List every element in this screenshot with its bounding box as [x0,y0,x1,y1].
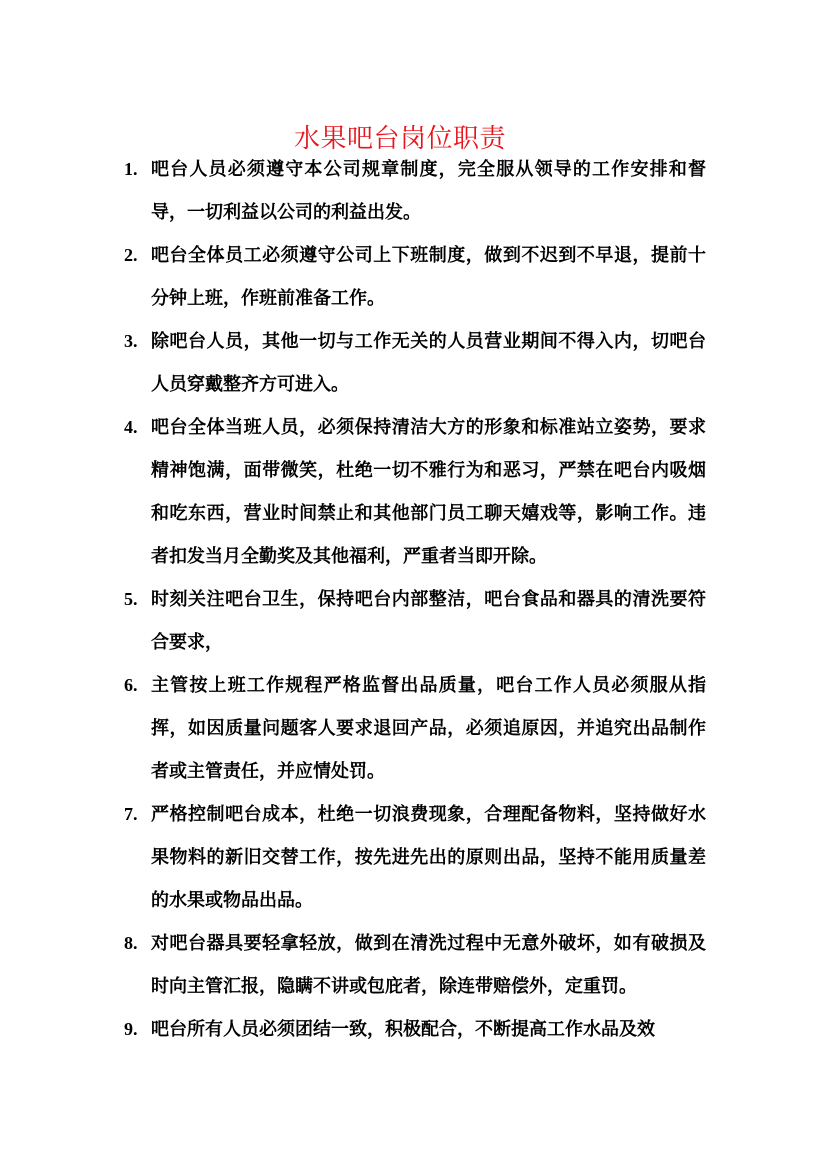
list-item [124,148,706,234]
item-text: 吧台全体员工必须遵守公司上下班制度，做到不迟到不早退，提前十分钟上班，作班前准备工作。 [151,245,706,309]
list-item [124,664,706,793]
item-number: 1. [124,159,138,179]
page-title: 水果吧台岗位职责 [293,124,506,155]
item-number: 4. [124,417,138,437]
item-number: 7. [124,804,138,824]
item-number: 2. [124,245,138,265]
duty-list [124,148,706,1051]
item-text: 对吧台器具要轻拿轻放，做到在清洗过程中无意外破坏，如有破损及时向主管汇报，隐瞒不讲或包庇者，除连带赔偿外，定重罚。 [151,933,706,997]
list-item [124,922,706,1008]
item-number: 3. [124,331,138,351]
list-item [124,406,706,578]
item-number: 9. [124,1019,138,1039]
item-text: 吧台所有人员必须团结一致，积极配合，不断提高工作水品及效 [151,1019,655,1040]
item-number: 5. [124,589,138,609]
list-item [124,320,706,406]
item-text: 主管按上班工作规程严格监督出品质量，吧台工作人员必须服从指挥，如因质量问题客人要求退回产品，必须追原因，并追究出品制作者或主管责任，并应情处罚。 [151,675,706,782]
item-number: 8. [124,933,138,953]
item-text: 吧台全体当班人员，必须保持清洁大方的形象和标准站立姿势，要求精神饱满，面带微笑，杜绝一切不雅行为和恶习，严禁在吧台内吸烟和吃东西，营业时间禁止和其他部门员工聊天嬉戏等，影响工作。违者扣发当月全勤奖及其他福利，严重者当即开除。 [151,417,706,567]
list-item [124,793,706,922]
list-item [124,1008,706,1051]
item-number: 6. [124,675,138,695]
list-item [124,234,706,320]
item-text: 吧台人员必须遵守本公司规章制度，完全服从领导的工作安排和督导，一切利益以公司的利益出发。 [151,159,706,223]
list-item [124,578,706,664]
item-text: 严格控制吧台成本，杜绝一切浪费现象，合理配备物料，坚持做好水果物料的新旧交替工作，按先进先出的原则出品，坚持不能用质量差的水果或物品出品。 [151,804,706,911]
item-text: 时刻关注吧台卫生，保持吧台内部整洁，吧台食品和器具的清洗要符合要求， [151,589,706,653]
item-text: 除吧台人员，其他一切与工作无关的人员营业期间不得入内，切吧台人员穿戴整齐方可进入。 [151,331,706,395]
